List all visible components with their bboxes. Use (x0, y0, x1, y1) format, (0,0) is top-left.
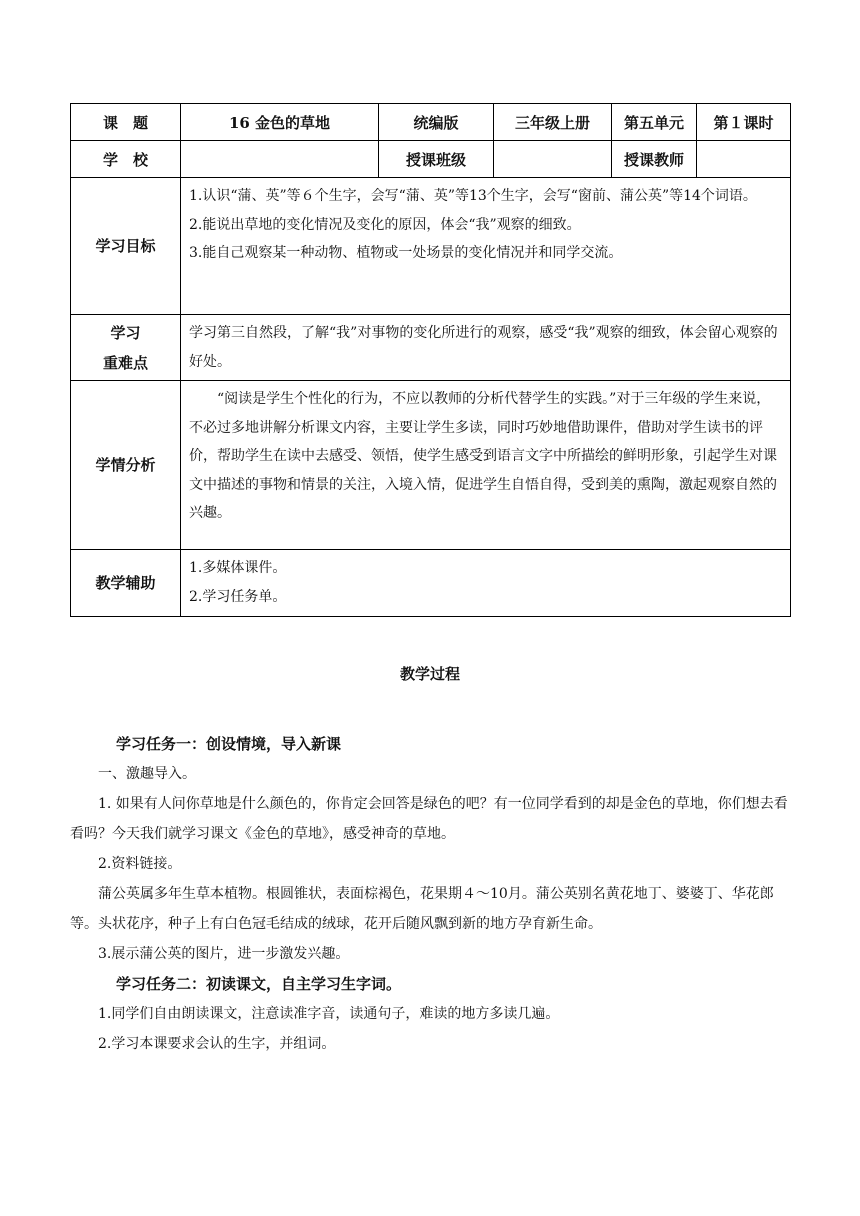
key-points-label (71, 315, 181, 381)
topic-label: 课 题 (71, 104, 181, 141)
analysis-text: “阅读是学生个性化的行为，不应以教师的分析代替学生的实践。”对于三年级的学生来说，不必过多地讲解分析课文内容，主要让学生多读，同时巧妙地借助课件，借助对学生读书的评价，帮助学生在读中去感受、领悟，使学生感受到语言文字中所描绘的鲜明形象，引起学生对课文中描述的事物和情景的关注，入境入情，促进学生自悟自得，受到美的熏陶，激起观察自然的兴趣。 (189, 391, 777, 521)
edition: 统编版 (379, 104, 494, 141)
table-row (71, 178, 791, 315)
goal-item: 2.能说出草地的变化情况及变化的原因，体会“我”观察的细致。 (189, 216, 581, 233)
task1-p1: 1. 如果有人问你草地是什么颜色的，你肯定会回答是绿色的吧？有一位同学看到的却是金色的草地，你们想去看看吗？今天我们就学习课文《金色的草地》，感受神奇的草地。 (70, 796, 788, 842)
task2-p1: 1.同学们自由朗读课文，注意读准字音，读通句子，难读的地方多读几遍。 (98, 1006, 560, 1022)
goals-label: 学习目标 (71, 178, 181, 315)
lesson-info-table (70, 103, 791, 617)
grade: 三年级上册 (494, 104, 612, 141)
table-row (71, 141, 791, 178)
key-points-content (181, 315, 791, 381)
aids-label: 教学辅助 (71, 550, 181, 617)
teacher-label: 授课教师 (612, 141, 697, 178)
aids-content (181, 550, 791, 617)
period: 第１课时 (697, 104, 791, 141)
task2-heading: 学习任务二：初读课文，自主学习生字词。 (116, 975, 402, 993)
goal-item: 1.认识“蒲、英”等６个生字，会写“蒲、英”等13个生字，会写“窗前、蒲公英”等14个词语。 (189, 188, 757, 204)
table-row (71, 381, 791, 550)
lesson-plan-page (70, 103, 790, 1059)
class-label: 授课班级 (379, 141, 494, 178)
table-row (71, 315, 791, 381)
lesson-title: 16 金色的草地 (181, 104, 379, 141)
process-title: 教学过程 (399, 665, 460, 683)
school-label: 学 校 (71, 141, 181, 178)
aid-item: 1.多媒体课件。 (189, 560, 287, 576)
process-body (70, 729, 790, 1059)
goals-content (181, 178, 791, 315)
task1-p3: 蒲公英属多年生草本植物。根圆锥状，表面棕褐色，花果期４～10月。蒲公英别名黄花地丁、婆婆丁、华花郎等。头状花序，种子上有白色冠毛结成的绒球，花开后随风飘到新的地方孕育新生命。 (70, 886, 774, 932)
key-points-label-line1: 学习 (110, 323, 141, 342)
task1-sub: 一、激趣导入。 (98, 766, 196, 782)
goal-item: 3.能自己观察某一种动物、植物或一处场景的变化情况并和同学交流。 (189, 245, 623, 261)
table-row (71, 550, 791, 617)
teacher-value[interactable] (697, 141, 791, 178)
school-value[interactable] (181, 141, 379, 178)
class-value[interactable] (494, 141, 612, 178)
task1-p4: 3.展示蒲公英的图片，进一步激发兴趣。 (98, 946, 350, 962)
unit: 第五单元 (612, 104, 697, 141)
aid-item: 2.学习任务单。 (189, 588, 287, 605)
key-points-text: 学习第三自然段，了解“我”对事物的变化所进行的观察，感受“我”观察的细致，体会留心观察的好处。 (189, 325, 778, 370)
task2-p2: 2.学习本课要求会认的生字，并组词。 (98, 1036, 336, 1052)
analysis-label: 学情分析 (71, 381, 181, 550)
table-row (71, 104, 791, 141)
analysis-content (181, 381, 791, 550)
key-points-label-line2: 重难点 (102, 353, 148, 372)
task1-heading: 学习任务一：创设情境，导入新课 (116, 735, 342, 753)
task1-p2: 2.资料链接。 (98, 856, 182, 872)
